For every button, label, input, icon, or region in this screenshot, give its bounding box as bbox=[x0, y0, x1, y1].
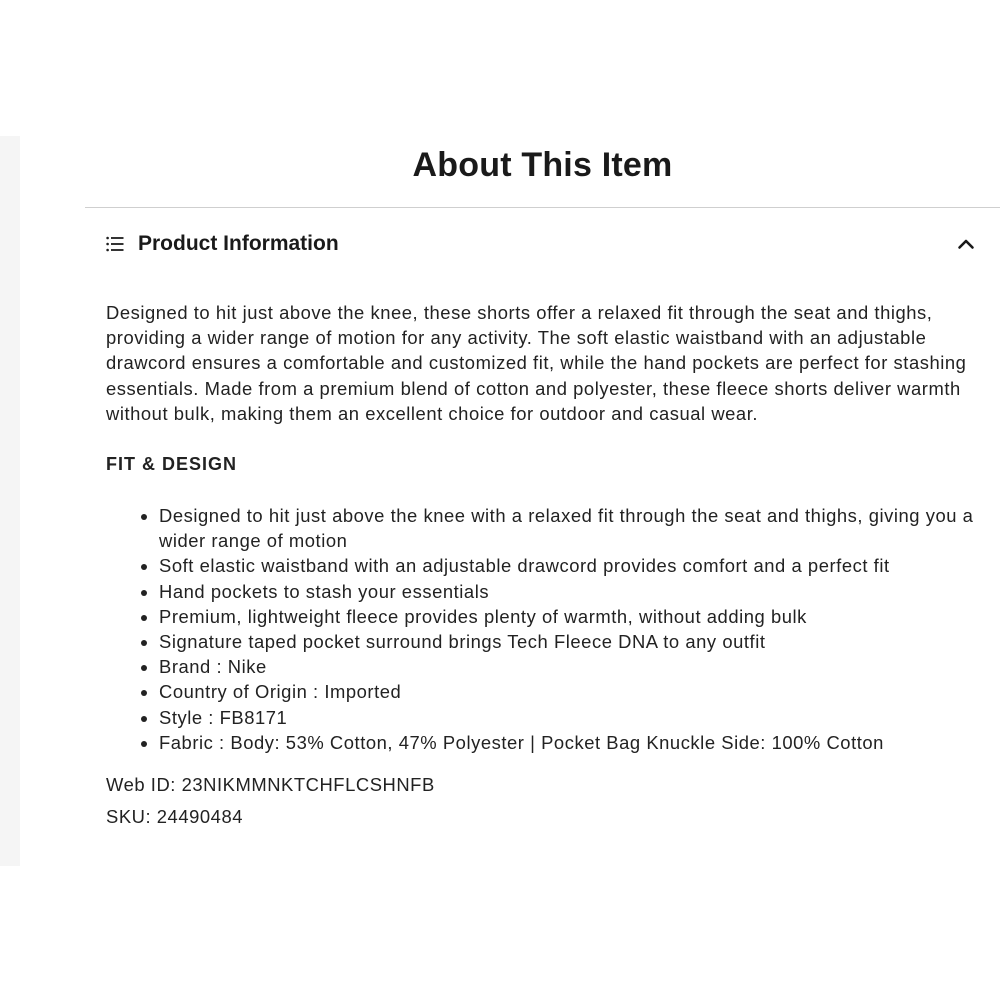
list-item: • Country of Origin : Imported bbox=[159, 679, 978, 704]
feature-list bbox=[106, 503, 978, 755]
product-information-accordion-toggle[interactable] bbox=[106, 226, 976, 262]
product-information-panel bbox=[106, 300, 978, 829]
sku: SKU: 24490484 bbox=[106, 806, 244, 828]
list-item: • Brand : Nike bbox=[159, 654, 978, 679]
list-item: • Style : FB8171 bbox=[159, 705, 978, 730]
section-title: About This Item bbox=[412, 146, 673, 184]
list-item: • Designed to hit just above the knee with a relaxed fit through the seat and thighs, giving you a wider range of motion bbox=[159, 503, 978, 553]
chevron-up-icon[interactable] bbox=[956, 234, 976, 254]
left-panel-edge bbox=[0, 136, 20, 866]
section-divider bbox=[85, 207, 1000, 208]
list-item: • Fabric : Body: 53% Cotton, 47% Polyester | Pocket Bag Knuckle Side: 100% Cotton bbox=[159, 730, 978, 755]
list-item: • Hand pockets to stash your essentials bbox=[159, 579, 978, 604]
accordion-title: Product Information bbox=[138, 232, 339, 255]
web-id: Web ID: 23NIKMMNKTCHFLCSHNFB bbox=[106, 774, 435, 796]
fit-design-heading: FIT & DESIGN bbox=[106, 454, 238, 475]
list-item: • Soft elastic waistband with an adjustable drawcord provides comfort and a perfect fit bbox=[159, 553, 978, 578]
list-item: • Signature taped pocket surround brings Tech Fleece DNA to any outfit bbox=[159, 629, 978, 654]
list-item: • Premium, lightweight fleece provides plenty of warmth, without adding bulk bbox=[159, 604, 978, 629]
list-icon bbox=[106, 236, 124, 252]
product-description: Designed to hit just above the knee, these shorts offer a relaxed fit through the seat and thighs, providing a wider range of motion for any activity. The soft elastic waistband with an adjustable drawcord ensures a comfortable and customized fit, while the hand pockets are perfect for stashing essentials. Made from a premium blend of cotton and polyester, these fleece shorts deliver warmth without bulk, making them an excellent choice for outdoor and casual wear. bbox=[106, 302, 967, 424]
